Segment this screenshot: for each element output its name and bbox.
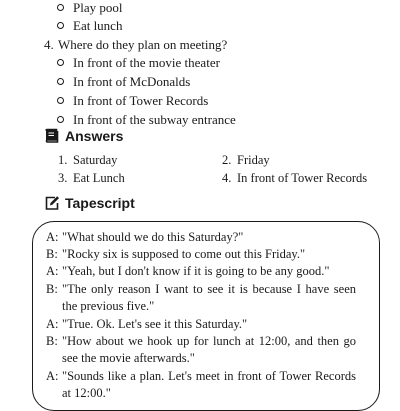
question-4: 4. Where do they plan on meeting?	[44, 37, 228, 52]
tapescript-line-6: B: "How about we hook up for lunch at 12:00, and then go see the movie afterwards."	[46, 334, 356, 365]
answers-heading: Answers	[44, 127, 123, 145]
tapescript-line-5: A: "True. Ok. Let's see it this Saturday."	[46, 317, 248, 331]
circle-bullet-icon	[57, 4, 64, 11]
tapescript-line-7: A: "Sounds like a plan. Let's meet in front of Tower Records at 12:00."	[46, 369, 356, 400]
circle-bullet-icon	[57, 78, 64, 85]
tapescript-line-1: A: "What should we do this Saturday?"	[46, 230, 244, 244]
question-4-option-2: In front of McDonalds	[57, 74, 190, 90]
question-3-option-1: Play pool	[57, 0, 122, 16]
circle-bullet-icon	[57, 22, 64, 29]
tapescript-line-4: B: "The only reason I want to see it is because I have seen the previous five."	[46, 282, 356, 313]
question-4-text: Where do they plan on meeting?	[58, 37, 228, 52]
pencil-edit-icon	[44, 195, 60, 211]
answer-item-3: 3. Eat Lunch	[58, 171, 125, 185]
question-4-option-1: In front of the movie theater	[57, 55, 220, 71]
circle-bullet-icon	[57, 59, 64, 66]
question-3-option-2: Eat lunch	[57, 18, 122, 34]
circle-bullet-icon	[57, 116, 64, 123]
tapescript-heading: Tapescript	[44, 194, 135, 212]
tapescript-line-3: A: "Yeah, but I don't know if it is going to be any good."	[46, 264, 330, 278]
question-4-option-3: In front of Tower Records	[57, 93, 208, 109]
answer-item-4: 4. In front of Tower Records	[222, 171, 368, 185]
answer-item-2: 2. Friday	[222, 153, 270, 167]
answer-item-1: 1. Saturday	[58, 153, 118, 167]
question-4-option-4: In front of the subway entrance	[57, 112, 236, 128]
circle-bullet-icon	[57, 97, 64, 104]
tapescript-line-2: B: "Rocky six is supposed to come out this Friday."	[46, 247, 306, 261]
book-icon	[44, 128, 60, 144]
